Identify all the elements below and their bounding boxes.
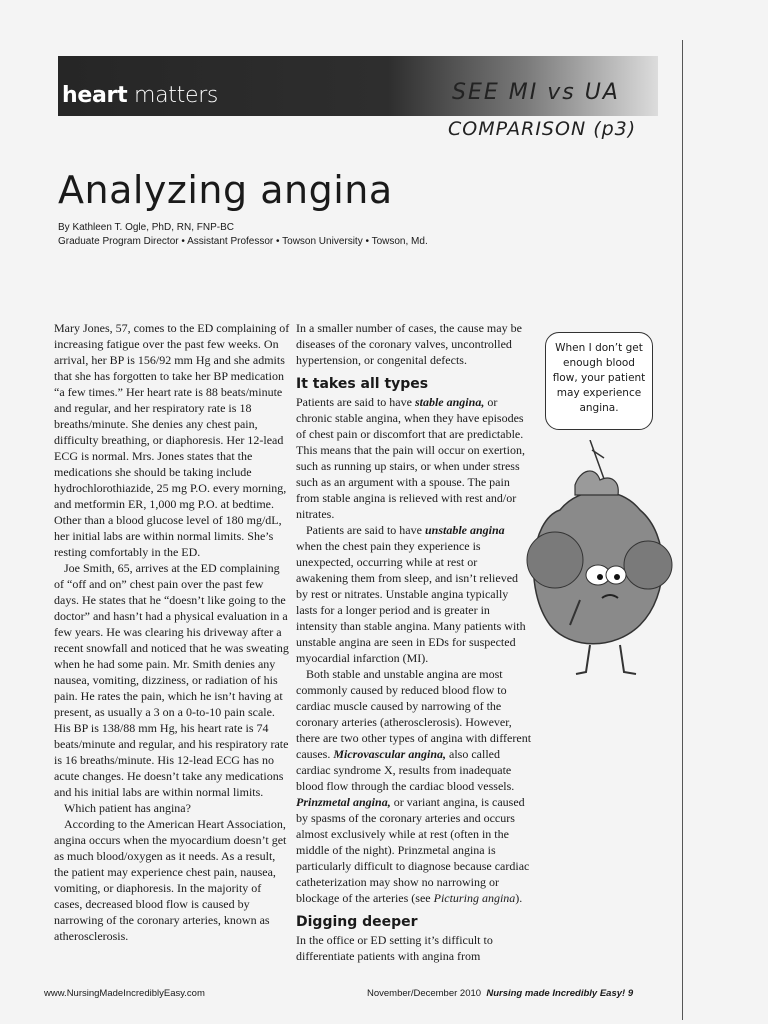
case-jones-paragraph: Mary Jones, 57, comes to the ED complaining of increasing fatigue over the past few weeks. On arrival, her BP is 156/92 mm Hg and she admits that she has forgotten to take her BP medication “a few times.” Her heart rate is 88 beats/minute and regular, and her respiratory rate is 18 breaths/minute. She denies any chest pain, difficulty breathing, or diaphoresis. Her 12-lead ECG is normal. Mrs. Jones states that the medications she should be taking include hydrochlorothiazide, 25 mg P.O. every morning, and metformin ER, 1,000 mg P.O. at bedtime. Other than a blood glucose level of 180 mg/dL, her initial labs are within normal limits. She’s resting comfortably in the ED. (54, 321, 290, 559)
definition-paragraph: According to the American Heart Association, angina occurs when the myocardium doesn’t get as much blood/oxygen as it needs. As a result, the patient may experience chest pain, nausea, vomiting, or diaphoresis. In the majority of cases, decreased blood flow is caused by narrowing of the coronary arteries, known as atherosclerosis. (54, 817, 287, 943)
heart-cartoon-illustration (520, 440, 680, 680)
footer-url: www.NursingMadeIncrediblyEasy.com (44, 988, 205, 999)
byline (58, 221, 428, 249)
subhead-digging: Digging deeper (296, 914, 418, 930)
column-1 (54, 320, 290, 944)
unstable-angina-paragraph: Patients are said to have unstable angina when the chest pain they experience is unexpected, occurring while at rest or awakening them from sleep, and isn’t relieved by rest or nitrates. Unstable angina typically lasts for a longer period and is greater in intensity than stable angina. Many patients with unstable angina are seen in EDs for suspected myocardial infarction (MI). (296, 523, 526, 665)
speech-bubble: When I don’t get enough blood flow, your patient may experience angina. (545, 332, 653, 430)
handwritten-note-line2: COMPARISON (p3) (448, 118, 637, 140)
causes-paragraph: In a smaller number of cases, the cause may be diseases of the coronary valves, uncontrolled hypertension, or congenital defects. (296, 321, 522, 367)
footer-info: November/December 2010 Nursing made Incredibly Easy! 9 (367, 988, 634, 999)
author-line: By Kathleen T. Ogle, PhD, RN, FNP-BC (58, 222, 234, 233)
case-smith-paragraph: Joe Smith, 65, arrives at the ED complaining of “off and on” chest pain over the past few days. He states that he “doesn’t like going to the doctor” and hasn’t had a physical evaluation in a few years. He was clearing his driveway after a recent snowfall and noticed that he was sweating when he had some pain. Mr. Smith denies any nausea, vomiting, dizziness, or radiation of his pain. He rates the pain, which he isn’t having at present, as usually a 3 on a 0-to-10 pain scale. His BP is 138/88 mm Hg, his heart rate is 74 beats/minute and regular, and his respiratory rate is 16 breaths/minute. His 12-lead ECG has no acute changes. He doesn’t take any medications and his initial labs are within normal limits. (54, 561, 289, 799)
margin-rule (682, 40, 683, 1020)
author-affiliation: Graduate Program Director • Assistant Professor • Towson University • Towson, Md. (58, 236, 428, 247)
question-paragraph: Which patient has angina? (64, 801, 191, 815)
handwritten-note-line1: SEE MI vs UA (452, 80, 620, 105)
column-2 (296, 320, 532, 964)
article-title: Analyzing angina (58, 168, 393, 212)
stable-angina-paragraph: Patients are said to have stable angina, or chronic stable angina, when they have episodes of chest pain or discomfort that are predictable. This means that the pain will occur on exertion, such as running up stairs, or when under stress such as an argument with a spouse. The pain from stable angina is relieved with rest and/or nitrates. (296, 395, 525, 521)
section-title: heart matters (62, 83, 219, 108)
other-types-paragraph: Both stable and unstable angina are most commonly caused by reduced blood flow to cardiac muscle caused by narrowing of the coronary arteries (atherosclerosis). However, there are two other types of angina with different causes. Microvascular angina, also called cardiac syndrome X, results from inadequate blood flow through the cardiac blood vessels. Prinzmetal angina, or variant angina, is caused by spasms of the coronary arteries and occurs almost exclusively while at rest (often in the middle of the night). Prinzmetal angina is particularly difficult to diagnose because cardiac catheterization may show no narrowing or blockage of the arteries (see Picturing angina). (296, 667, 532, 905)
digging-paragraph: In the office or ED setting it’s difficult to differentiate patients with angina from (296, 933, 493, 963)
subhead-types: It takes all types (296, 376, 429, 392)
